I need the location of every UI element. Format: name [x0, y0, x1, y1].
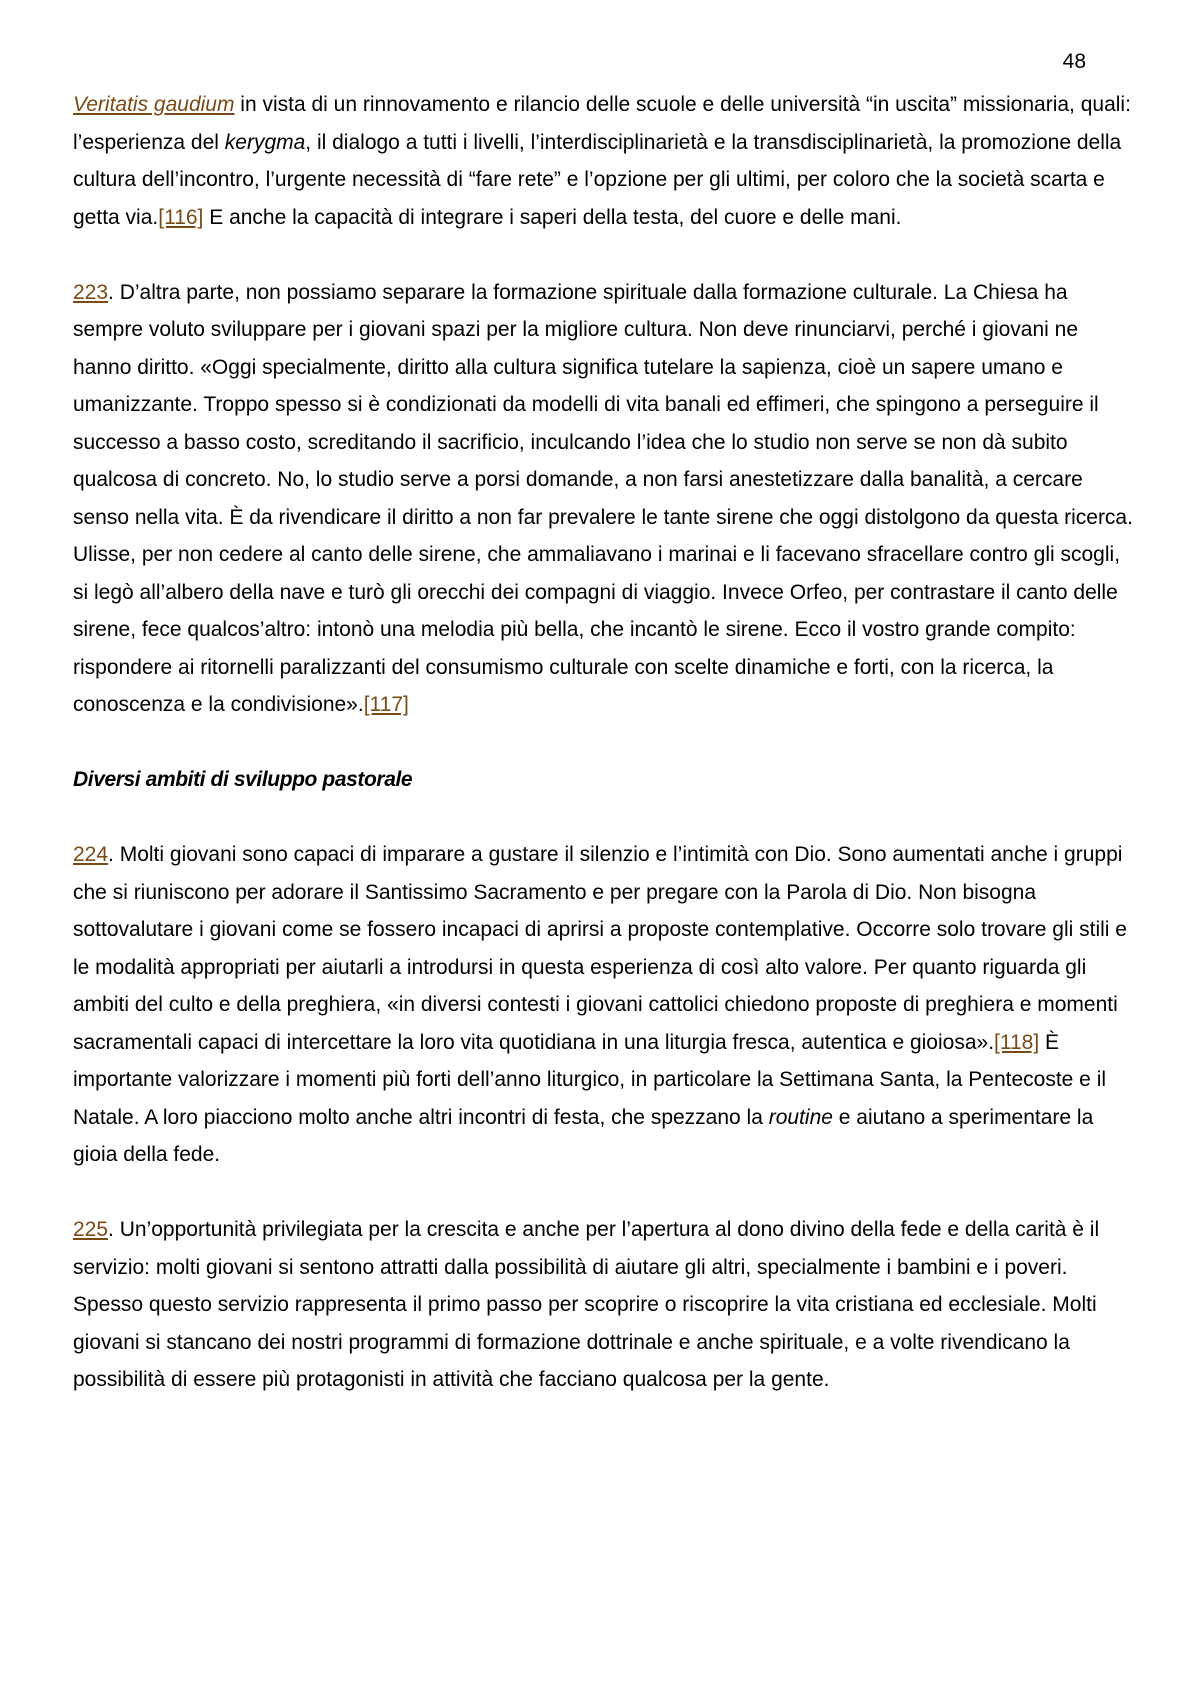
section-heading: Diversi ambiti di sviluppo pastorale: [73, 768, 413, 791]
paragraph-number-225-link[interactable]: 225: [73, 1218, 109, 1241]
paragraph-223: [73, 274, 1133, 724]
veritatis-gaudium-link[interactable]: Veritatis gaudium: [73, 93, 235, 116]
paragraph-224-text-1: . Molti giovani sono capaci di imparare a gustare il silenzio e l’intimità con Dio. Sono aumentati anche i gruppi che si riuniscono per adorare il Santissimo Sacramento e per pregare con la Parola di Dio. Non bisogna sottovalutare i giovani come se fossero incapaci di aprirsi a proposte contemplative. Occorre solo trovare gli stili e le modalità appropriati per aiutarli a introdursi in questa esperienza di così alto valore. Per quanto riguarda gli ambiti del culto e della preghiera, «in diversi contesti i giovani cattolici chiedono proposte di preghiera e momenti sacramentali capaci di intercettare la loro vita quotidiana in una liturgia fresca, autentica e gioiosa».: [73, 843, 1127, 1054]
document-body: [73, 86, 1133, 1399]
paragraph-spacer: [73, 799, 1133, 837]
kerygma-term: kerygma: [224, 130, 306, 154]
intro-text-3: E anche la capacità di integrare i saperi della testa, del cuore e delle mani.: [203, 205, 902, 229]
page-number: 48: [1062, 50, 1086, 73]
footnote-link-118[interactable]: [118]: [994, 1030, 1040, 1054]
paragraph-223-text: . D’altra parte, non possiamo separare la formazione spirituale dalla formazione culturale. La Chiesa ha sempre voluto sviluppare per i giovani spazi per la migliore cultura. Non deve rinunciarvi, perché i giovani ne hanno diritto. «Oggi specialmente, diritto alla cultura significa tutelare la sapienza, cioè un sapere umano e umanizzante. Troppo spesso si è condizionati da modelli di vita banali ed effimeri, che spingono a perseguire il successo a basso costo, screditando il sacrificio, inculcando l’idea che lo studio non serve se non dà subito qualcosa di concreto. No, lo studio serve a porsi domande, a non farsi anestetizzare dalla banalità, a cercare senso nella vita. È da rivendicare il diritto a non far prevalere le tante sirene che oggi distolgono da questa ricerca. Ulisse, per non cedere al canto delle sirene, che ammaliavano i marinai e li facevano sfracellare contro gli scogli, si legò all’albero della nave e turò gli orecchi dei compagni di viaggio. Invece Orfeo, per contrastare il canto delle sirene, fece qualcos’altro: intonò una melodia più bella, che incantò le sirene. Ecco il vostro grande compito: rispondere ai ritornelli paralizzanti del consumismo culturale con scelte dinamiche e forti, con la ricerca, la conoscenza e la condivisione».: [73, 280, 1133, 716]
intro-text-1: in vista di un rinnovamento e rilancio delle scuole e delle università “in uscita” missionaria, quali: l’esperienza del: [73, 93, 1131, 154]
routine-term: routine: [768, 1105, 833, 1129]
paragraph-224: [73, 836, 1133, 1174]
paragraph-225-text: . Un’opportunità privilegiata per la crescita e anche per l’apertura al dono divino della fede e della carità è il servizio: molti giovani si sentono attratti dalla possibilità di aiutare gli altri, specialmente i bambini e i poveri. Spesso questo servizio rappresenta il primo passo per scoprire o riscoprire la vita cristiana ed ecclesiale. Molti giovani si stancano dei nostri programmi di formazione dottrinale e anche spirituale, e a volte rivendicano la possibilità di essere più protagonisti in attività che facciano qualcosa per la gente.: [73, 1218, 1100, 1391]
intro-text-2: , il dialogo a tutti i livelli, l’interdisciplinarietà e la transdisciplinarietà, la promozione della cultura dell’incontro, l’urgente necessità di “fare rete” e l’opzione per gli ultimi, per coloro che la società scarta e getta via.: [73, 130, 1122, 229]
paragraph-225: [73, 1211, 1133, 1399]
paragraph-intro: [73, 86, 1133, 236]
paragraph-spacer: [73, 724, 1133, 762]
paragraph-224-text-2: È importante valorizzare i momenti più forti dell’anno liturgico, in particolare la Settimana Santa, la Pentecoste e il Natale. A loro piacciono molto anche altri incontri di festa, che spezzano la: [73, 1030, 1107, 1129]
footnote-link-117[interactable]: [117]: [363, 693, 409, 716]
footnote-link-116[interactable]: [116]: [158, 205, 204, 229]
paragraph-spacer: [73, 236, 1133, 274]
paragraph-number-223-link[interactable]: 223: [73, 280, 109, 304]
paragraph-224-text-3: e aiutano a sperimentare la gioia della fede.: [73, 1105, 1094, 1166]
paragraph-number-224-link[interactable]: 224: [73, 843, 109, 866]
paragraph-spacer: [73, 1174, 1133, 1212]
